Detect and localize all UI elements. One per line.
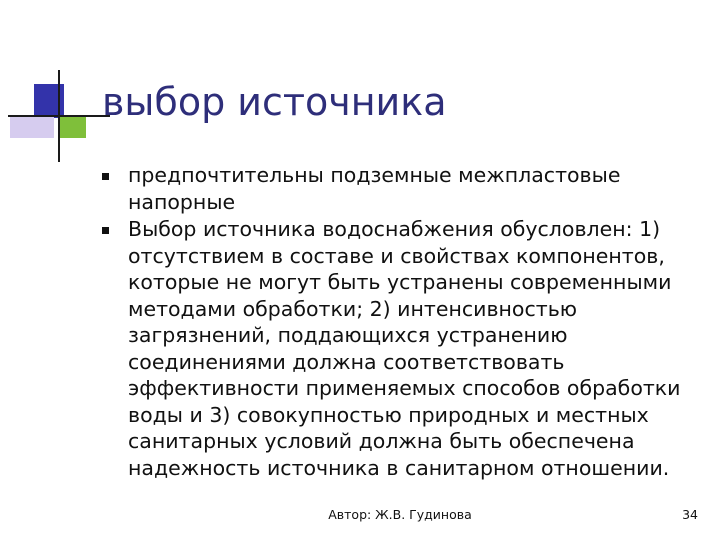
page-number: 34: [682, 507, 698, 522]
bullet-text: предпочтительны подземные межпластовые напорные: [128, 163, 621, 214]
bullet-list: [98, 162, 698, 482]
corner-squares-logo: [0, 70, 110, 170]
logo-green-square: [58, 116, 86, 138]
logo-vertical-line: [58, 70, 60, 162]
bullet-item: [98, 216, 698, 481]
bullet-item: [98, 162, 698, 215]
slide-title: выбор источника: [102, 80, 447, 124]
footer-author: Автор: Ж.В. Гудинова: [328, 507, 472, 522]
square-bullet-icon: [102, 227, 109, 234]
square-bullet-icon: [102, 173, 109, 180]
bullet-text: Выбор источника водоснабжения обусловлен: 1) отсутствием в составе и свойствах компонентов, которые не могут быть устранены современными методами обработки; 2) интенсивностью загрязнений, поддающихся устранению соединениями должна соответствовать эффективности применяемых способов обработки воды и 3) совокупностью природных и местных санитарных условий должна быть обеспечена надежность источника в санитарном отношении.: [128, 217, 681, 480]
logo-lilac-square: [10, 116, 54, 138]
